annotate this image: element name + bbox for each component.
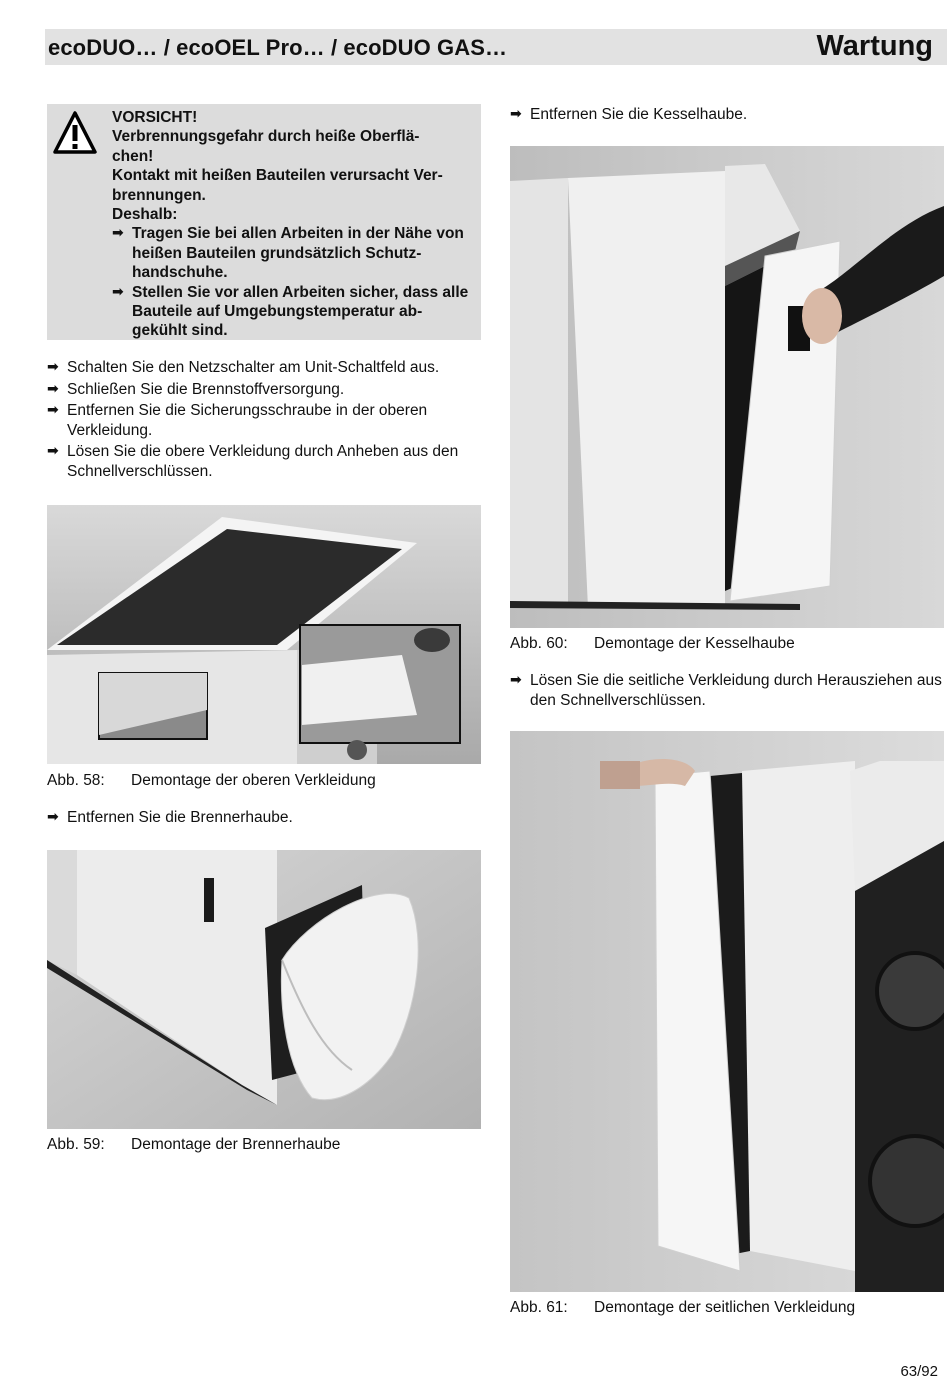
warning-triangle-icon (53, 110, 97, 156)
arrow-icon: ➡ (112, 283, 124, 300)
instruction-step: ➡ Entfernen Sie die Kesselhaube. (510, 106, 748, 123)
figure-number: Abb. 60: (510, 635, 568, 652)
instruction-step: ➡ Lösen Sie die obere Verkleidung durch Anheben aus den Schnellverschlüssen. (47, 443, 459, 480)
arrow-icon: ➡ (510, 672, 522, 688)
figure-60-caption (510, 634, 795, 653)
instruction-step: ➡ Entfernen Sie die Brennerhaube. (47, 809, 293, 826)
instruction-step: ➡ Lösen Sie die seitliche Verkleidung durch Herausziehen aus den Schnellverschlüssen. (510, 672, 942, 709)
instruction-step: ➡ Schließen Sie die Brennstoffversorgung. (47, 380, 345, 398)
figure-59-photo (47, 850, 481, 1129)
arrow-icon: ➡ (510, 106, 522, 122)
figure-title: Demontage der Brennerhaube (131, 1136, 341, 1153)
figure-58-caption (47, 771, 376, 790)
arrow-icon: ➡ (47, 809, 59, 825)
figure-number: Abb. 59: (47, 1136, 105, 1153)
page-header (45, 29, 947, 65)
warning-line: chen! (112, 147, 154, 165)
warning-line: brennungen. (112, 186, 206, 204)
warning-line: Deshalb: (112, 206, 178, 224)
figure-58-photo (47, 505, 481, 764)
figure-59-caption (47, 1135, 340, 1154)
arrow-icon: ➡ (112, 225, 124, 242)
arrow-icon: ➡ (47, 359, 59, 375)
arrow-icon: ➡ (47, 380, 59, 397)
warning-box (47, 104, 481, 340)
instruction-list (47, 808, 481, 830)
figure-title: Demontage der seitlichen Verkleidung (594, 1299, 856, 1316)
page-number: 63/92 (900, 1363, 938, 1380)
warning-item: ➡ Tragen Sie bei allen Arbeiten in der Nähe von heißen Bauteilen grundsätzlich Schutz-handschuhe. (112, 225, 464, 282)
figure-title: Demontage der Kesselhaube (594, 635, 795, 652)
figure-61-photo (510, 731, 944, 1292)
warning-item: ➡ Stellen Sie vor allen Arbeiten sicher, dass alle Bauteile auf Umgebungstemperatur ab-gekühlt sind. (112, 283, 469, 340)
figure-title: Demontage der oberen Verkleidung (131, 772, 376, 789)
warning-line: Kontakt mit heißen Bauteilen verursacht Ver- (112, 167, 443, 185)
figure-number: Abb. 58: (47, 772, 105, 789)
instruction-step: ➡ Schalten Sie den Netzschalter am Unit-Schaltfeld aus. (47, 359, 440, 376)
arrow-icon: ➡ (47, 402, 59, 418)
instruction-list (510, 671, 948, 712)
instruction-list (510, 105, 948, 127)
arrow-icon: ➡ (47, 443, 59, 459)
instruction-step: ➡ Entfernen Sie die Sicherungsschraube in der oberen Verkleidung. (47, 402, 428, 439)
figure-number: Abb. 61: (510, 1299, 568, 1316)
warning-line: VORSICHT! (112, 109, 198, 126)
instruction-list (47, 358, 481, 483)
header-product-title: ecoDUO… / ecoOEL Pro… / ecoDUO GAS… (48, 35, 508, 60)
header-section-title: Wartung (816, 30, 933, 62)
warning-line: Verbrennungsgefahr durch heiße Oberflä- (112, 128, 420, 146)
figure-61-caption (510, 1298, 855, 1317)
figure-60-photo (510, 146, 944, 628)
